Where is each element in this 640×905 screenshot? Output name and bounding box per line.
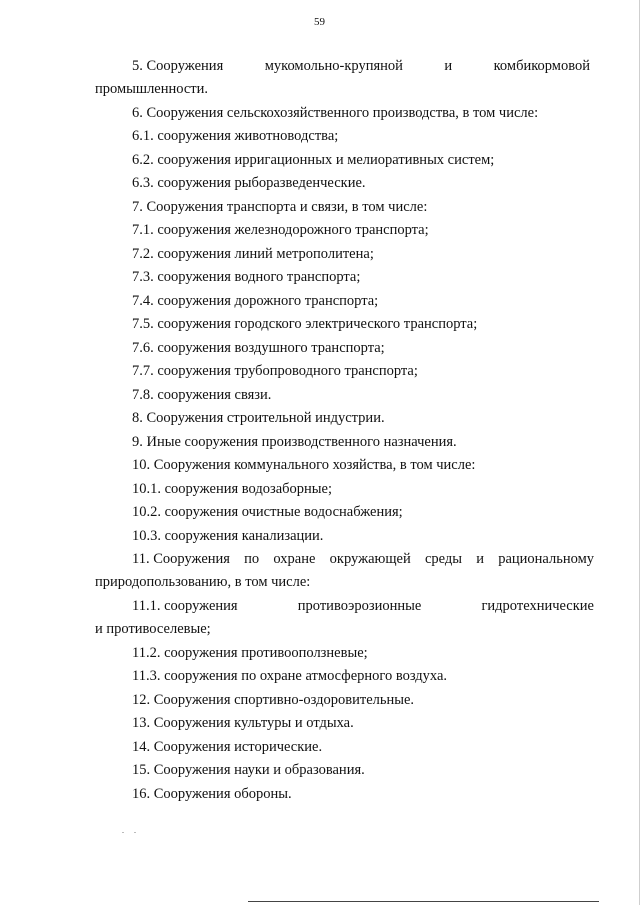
- item-11-1-word-1: 11.1. сооружения: [132, 598, 238, 614]
- list-item-6-3: 6.3. сооружения рыборазведенческие.: [132, 175, 366, 191]
- item-5-word-4: комбикормовой: [493, 58, 590, 74]
- list-item-10-3: 10.3. сооружения канализации.: [132, 528, 324, 544]
- list-item-9: 9. Иные сооружения производственного назначения.: [132, 434, 457, 450]
- item-11-1-word-3: гидротехнические: [481, 598, 594, 614]
- list-item-5-continuation: промышленности.: [95, 81, 209, 97]
- scan-speck: [134, 832, 136, 833]
- item-11-word-7: рациональному: [498, 551, 594, 567]
- item-11-1-word-2: противоэрозионные: [297, 598, 422, 614]
- list-item-11: [132, 549, 594, 569]
- list-item-13: 13. Сооружения культуры и отдыха.: [132, 715, 354, 731]
- list-item-16: 16. Сооружения обороны.: [132, 786, 292, 802]
- list-item-8: 8. Сооружения строительной индустрии.: [132, 410, 385, 426]
- item-5-word-1: 5. Сооружения: [132, 58, 224, 74]
- list-item-7-7: 7.7. сооружения трубопроводного транспорта;: [132, 363, 418, 379]
- list-item-7-4: 7.4. сооружения дорожного транспорта;: [132, 293, 379, 309]
- list-item-14: 14. Сооружения исторические.: [132, 739, 323, 755]
- item-11-word-3: охране: [273, 551, 316, 567]
- list-item-7-5: 7.5. сооружения городского электрического транспорта;: [132, 316, 478, 332]
- item-5-word-3: и: [444, 58, 453, 74]
- list-item-15: 15. Сооружения науки и образования.: [132, 762, 365, 778]
- list-item-6-1: 6.1. сооружения животноводства;: [132, 128, 339, 144]
- list-item-7-8: 7.8. сооружения связи.: [132, 387, 272, 403]
- list-item-11-continuation: природопользованию, в том числе:: [95, 574, 311, 590]
- item-11-word-2: по: [244, 551, 260, 567]
- list-item-10-2: 10.2. сооружения очистные водоснабжения;: [132, 504, 403, 520]
- list-item-11-1: [132, 596, 594, 616]
- list-item-10-1: 10.1. сооружения водозаборные;: [132, 481, 332, 497]
- list-item-7-6: 7.6. сооружения воздушного транспорта;: [132, 340, 385, 356]
- list-item-7-1: 7.1. сооружения железнодорожного транспорта;: [132, 222, 429, 238]
- page-number: 59: [314, 16, 325, 28]
- list-item-5: [132, 56, 590, 76]
- list-item-11-2: 11.2. сооружения противооползневые;: [132, 645, 368, 661]
- item-11-word-4: окружающей: [329, 551, 411, 567]
- list-item-12: 12. Сооружения спортивно-оздоровительные.: [132, 692, 415, 708]
- item-11-word-1: 11. Сооружения: [132, 551, 230, 567]
- list-item-11-3: 11.3. сооружения по охране атмосферного воздуха.: [132, 668, 448, 684]
- item-11-word-5: среды: [424, 551, 462, 567]
- item-5-word-2: мукомольно-крупяной: [264, 58, 403, 74]
- list-item-7-2: 7.2. сооружения линий метрополитена;: [132, 246, 374, 262]
- list-item-10: 10. Сооружения коммунального хозяйства, в том числе:: [132, 457, 476, 473]
- list-item-7: 7. Сооружения транспорта и связи, в том числе:: [132, 199, 428, 215]
- list-item-7-3: 7.3. сооружения водного транспорта;: [132, 269, 361, 285]
- scan-speck: [122, 832, 124, 833]
- list-item-6: 6. Сооружения сельскохозяйственного производства, в том числе:: [132, 105, 539, 121]
- bottom-rule: [248, 901, 599, 902]
- list-item-6-2: 6.2. сооружения ирригационных и мелиоративных систем;: [132, 152, 495, 168]
- item-11-word-6: и: [476, 551, 484, 567]
- list-item-11-1-continuation: и противоселевые;: [95, 621, 211, 637]
